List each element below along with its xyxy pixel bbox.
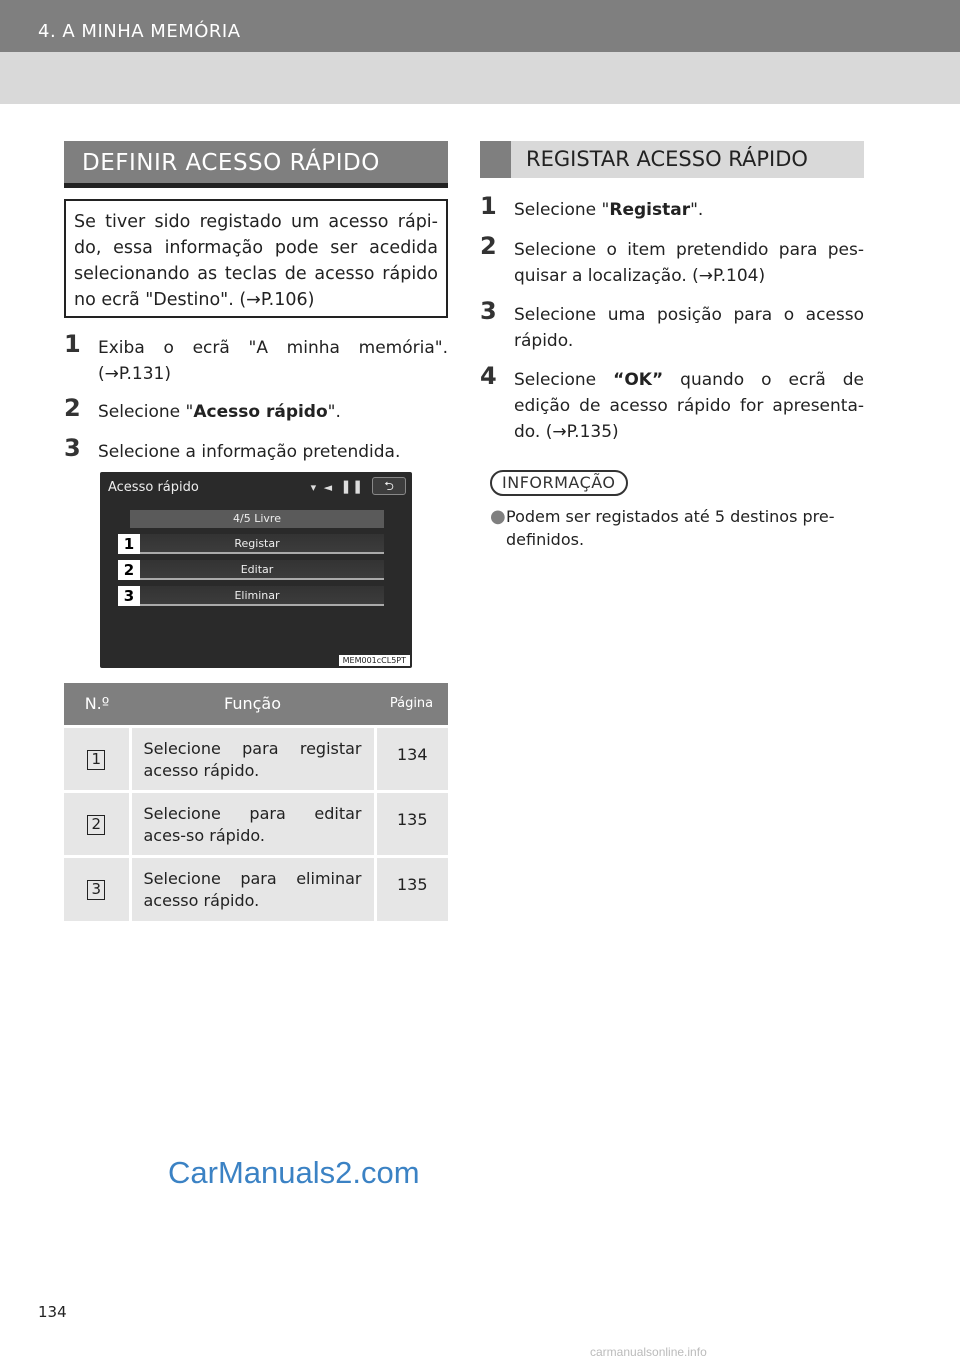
row-function: Selecione para editar aces-so rápido. <box>130 791 375 856</box>
step-2 <box>480 232 864 289</box>
step-2 <box>64 394 448 425</box>
step-number: 1 <box>480 192 497 220</box>
step-1 <box>64 330 448 387</box>
function-table <box>64 683 448 921</box>
registar-button[interactable]: Registar <box>130 534 384 554</box>
callout-2: 2 <box>118 560 140 580</box>
step-text-bold: Acesso rápido <box>193 402 328 422</box>
page-header <box>0 0 960 52</box>
free-slots-label: 4/5 Livre <box>130 510 384 528</box>
row-number: 1 <box>87 750 105 770</box>
section-heading-registar <box>480 141 864 178</box>
step-number: 3 <box>64 434 81 462</box>
info-label: INFORMAÇÃO <box>490 470 628 496</box>
device-screen <box>100 472 412 668</box>
step-4 <box>480 362 864 445</box>
page-number: 134 <box>38 1303 67 1321</box>
chapter-title: 4. A MINHA MEMÓRIA <box>38 21 241 42</box>
bullet-icon: ● <box>490 506 506 527</box>
callout-1: 1 <box>118 534 140 554</box>
back-icon[interactable]: ⮌ <box>372 477 406 495</box>
step-3 <box>64 434 448 465</box>
row-page: 134 <box>375 726 448 791</box>
status-icons: ▾ ◄ ▐ ▌ <box>310 481 366 494</box>
section-title: DEFINIR ACESSO RÁPIDO <box>82 150 380 176</box>
step-text: Exiba o ecrã "A minha memória". (→P.131) <box>98 338 448 384</box>
eliminar-button[interactable]: Eliminar <box>130 586 384 606</box>
section-heading-definir <box>64 141 448 188</box>
table-header-row <box>64 683 448 726</box>
table-row <box>64 791 448 856</box>
row-number: 2 <box>87 815 105 835</box>
step-text: Selecione o item pretendido para pes-quisar a localização. (→P.104) <box>514 240 864 286</box>
step-number: 2 <box>480 232 497 260</box>
step-text-bold: “OK” <box>613 370 664 390</box>
step-number: 2 <box>64 394 81 422</box>
row-function: Selecione para registar acesso rápido. <box>130 726 375 791</box>
step-number: 4 <box>480 362 497 390</box>
row-function: Selecione para eliminar acesso rápido. <box>130 856 375 921</box>
row-page: 135 <box>375 791 448 856</box>
step-text: Selecione a informação pretendida. <box>98 442 401 462</box>
section-title: REGISTAR ACESSO RÁPIDO <box>526 147 808 171</box>
header-band <box>0 52 960 104</box>
header-num: N.º <box>64 683 130 726</box>
step-text <box>480 197 864 223</box>
header-func: Função <box>130 683 375 726</box>
step-text-prefix: Selecione " <box>98 402 194 422</box>
step-text-bold: Registar <box>609 200 691 220</box>
editar-button[interactable]: Editar <box>130 560 384 580</box>
header-page: Página <box>375 683 448 726</box>
step-1 <box>480 192 864 223</box>
screen-title: Acesso rápido <box>108 480 199 495</box>
step-text-suffix: ". <box>327 402 341 422</box>
table-row <box>64 726 448 791</box>
callout-3: 3 <box>118 586 140 606</box>
info-box: Se tiver sido registado um acesso rápi-do, essa informação pode ser acedida selecionando as teclas de acesso rápido no ecrã "Destino". (→P.106) <box>64 199 448 318</box>
step-text-prefix: Selecione " <box>514 200 610 220</box>
image-code: MEM001cCL5PT <box>339 655 410 666</box>
step-number: 3 <box>480 297 497 325</box>
step-text <box>480 367 864 445</box>
row-number: 3 <box>87 880 105 900</box>
step-3 <box>480 297 864 354</box>
step-text-suffix: ". <box>690 200 704 220</box>
table-row <box>64 856 448 921</box>
bullet-text: Podem ser registados até 5 destinos pre-definidos. <box>506 507 835 549</box>
step-text: Selecione uma posição para o acesso rápido. <box>514 305 864 351</box>
row-page: 135 <box>375 856 448 921</box>
step-text <box>64 399 448 425</box>
info-bullet <box>490 505 864 551</box>
watermark-logo: CarManuals2.com <box>168 1155 420 1190</box>
footer-watermark: carmanualsonline.info <box>590 1345 707 1359</box>
step-text-prefix: Selecione <box>514 370 614 390</box>
step-text-suffix: quando o ecrã de edição de acesso rápido for apresenta-do. (→P.135) <box>514 370 864 442</box>
step-number: 1 <box>64 330 81 358</box>
